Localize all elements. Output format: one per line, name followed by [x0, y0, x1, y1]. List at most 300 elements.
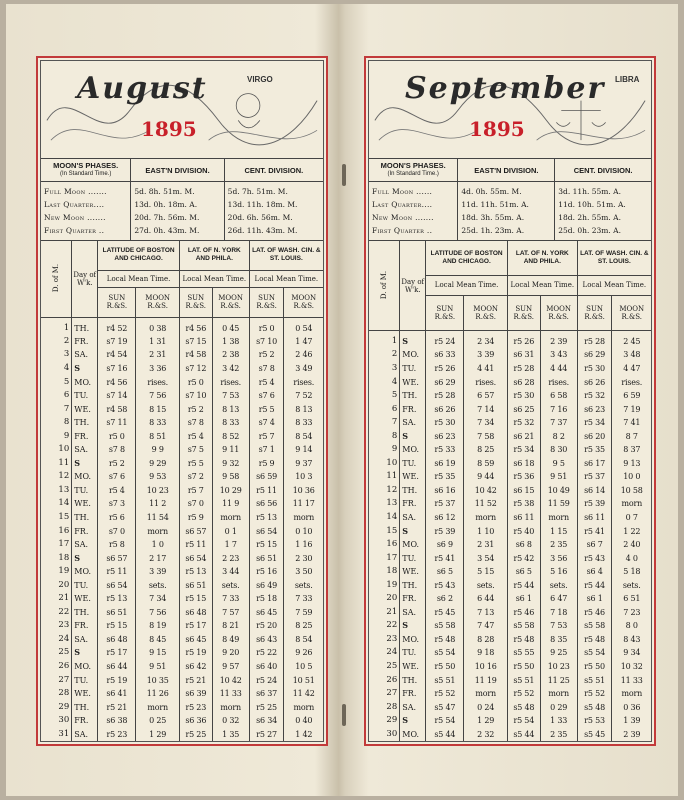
phases-header-title: MOON'S PHASES.	[53, 161, 119, 170]
moon-phases-table	[41, 159, 323, 241]
sun-rise-set-header: SUN R.&S.	[426, 296, 464, 331]
phase-name: First Quarter ..	[41, 224, 131, 241]
sun-newyork: s6 42	[179, 660, 212, 674]
phases-header-subtitle: (In Standard Time.)	[387, 171, 439, 177]
sun-newyork: r5 52	[507, 687, 540, 701]
day-number: 17	[41, 538, 72, 552]
sun-boston: r5 54	[426, 714, 464, 728]
weekday: TU.	[400, 646, 426, 660]
day-row	[369, 700, 651, 714]
sun-newyork: r5 44	[507, 578, 540, 592]
moon-newyork: 8 30	[540, 443, 577, 457]
day-number: 4	[369, 375, 400, 389]
sun-boston: s6 23	[426, 429, 464, 443]
day-number: 6	[369, 402, 400, 416]
moon-rise-set-header: MOON R.&S.	[464, 296, 508, 331]
sun-washington: s7 8	[249, 362, 284, 376]
moon-newyork: 8 52	[212, 429, 249, 443]
day-number: 18	[41, 551, 72, 565]
sun-washington: s6 45	[249, 606, 284, 620]
day-row	[41, 619, 323, 633]
moon-newyork: 6 47	[540, 592, 577, 606]
phase-eastern-time: 20d. 7h. 56m. M.	[131, 211, 224, 224]
weekday: S	[72, 551, 98, 565]
binding-stitch	[342, 164, 346, 186]
phase-row	[41, 198, 323, 211]
moon-newyork: morn	[540, 687, 577, 701]
local-mean-time-header: Local Mean Time.	[426, 275, 508, 295]
moon-boston: 9 29	[136, 457, 180, 471]
day-row	[41, 578, 323, 592]
moon-boston: 7 34	[136, 592, 180, 606]
phase-eastern-time: 18d. 3h. 55m. A.	[458, 211, 555, 224]
moon-boston: 7 56	[136, 389, 180, 403]
moon-washington: 0 36	[623, 702, 641, 712]
day-number: 31	[41, 727, 72, 741]
sun-washington: r5 27	[249, 727, 284, 741]
phase-row	[41, 224, 323, 241]
moon-newyork: morn	[212, 700, 249, 714]
sun-newyork: r5 28	[507, 362, 540, 376]
sun-washington: s6 29	[577, 348, 612, 362]
moon-newyork: 2 35	[540, 727, 577, 741]
moon-boston: 9 15	[136, 646, 180, 660]
phase-name: New Moon .......	[369, 211, 458, 224]
day-row	[41, 687, 323, 701]
day-row	[41, 673, 323, 687]
weekday: TH.	[72, 416, 98, 430]
phases-header-label	[41, 159, 131, 182]
day-row	[41, 700, 323, 714]
day-row	[369, 592, 651, 606]
phase-eastern-time: 13d. 0h. 18m. A.	[131, 198, 224, 211]
day-row	[369, 443, 651, 457]
moon-newyork: 9 57	[212, 660, 249, 674]
moon-rise-set-header: MOON R.&S.	[284, 287, 323, 317]
day-row	[369, 524, 651, 538]
sun-washington: r5 18	[249, 592, 284, 606]
day-number: 11	[41, 457, 72, 471]
weekday: MO.	[72, 470, 98, 484]
sun-rise-set-header: SUN R.&S.	[98, 287, 136, 317]
day-row	[369, 348, 651, 362]
day-number: 21	[369, 606, 400, 620]
sun-newyork: s7 15	[179, 335, 212, 349]
day-of-week-header: Day of W'k.	[72, 241, 98, 317]
moon-washington: 0 10	[295, 526, 313, 536]
sun-boston: r5 17	[98, 646, 136, 660]
day-row	[41, 484, 323, 498]
day-row	[369, 497, 651, 511]
day-number: 30	[41, 714, 72, 728]
moon-newyork: 9 51	[540, 470, 577, 484]
day-number: 6	[41, 389, 72, 403]
day-row	[369, 619, 651, 633]
day-number: 7	[369, 416, 400, 430]
phase-central-time: 11d. 10h. 51m. A.	[558, 200, 626, 209]
moon-newyork: 7 53	[212, 389, 249, 403]
sun-newyork: r5 54	[507, 714, 540, 728]
sun-washington: s6 20	[577, 429, 612, 443]
phase-central-time: 25d. 0h. 23m. A.	[558, 226, 621, 235]
moon-boston: 7 47	[464, 619, 508, 633]
moon-washington: 5 18	[623, 567, 641, 577]
sun-washington: r5 5	[249, 402, 284, 416]
phases-header-label	[369, 159, 458, 182]
moon-newyork: 0 32	[212, 714, 249, 728]
sun-washington: s6 54	[249, 524, 284, 538]
sun-boston: r5 21	[98, 700, 136, 714]
weekday: MO.	[400, 538, 426, 552]
day-row	[41, 429, 323, 443]
phase-central-time: 3d. 11h. 55m. A.	[558, 187, 621, 196]
moon-boston: morn	[464, 511, 508, 525]
day-number: 14	[369, 511, 400, 525]
day-row	[369, 470, 651, 484]
day-number: 19	[41, 565, 72, 579]
sun-washington: r5 11	[249, 484, 284, 498]
sun-newyork: r5 30	[507, 389, 540, 403]
sun-washington: s6 4	[577, 565, 612, 579]
moon-washington: 8 25	[295, 621, 313, 631]
sun-washington: s5 48	[577, 700, 612, 714]
zodiac-sign: VIRGO	[247, 75, 273, 84]
moon-washington: 8 37	[623, 445, 641, 455]
sun-newyork: r5 5	[179, 457, 212, 471]
sun-boston: r5 6	[98, 511, 136, 525]
moon-boston: 9 53	[136, 470, 180, 484]
moon-newyork: 2 38	[212, 348, 249, 362]
sun-washington: r5 4	[249, 375, 284, 389]
day-row	[369, 416, 651, 430]
day-row	[369, 484, 651, 498]
moon-newyork: rises.	[212, 375, 249, 389]
day-row	[369, 646, 651, 660]
weekday: TU.	[400, 457, 426, 471]
phase-eastern-time: 5d. 8h. 51m. M.	[131, 182, 224, 199]
eastern-division-header: EAST'N DIVISION.	[131, 159, 224, 182]
sun-newyork: r5 36	[507, 470, 540, 484]
moon-newyork: 9 5	[540, 457, 577, 471]
central-division-header: CENT. DIVISION.	[555, 159, 651, 182]
day-number: 12	[369, 484, 400, 498]
day-number: 2	[369, 348, 400, 362]
sun-boston: s5 51	[426, 673, 464, 687]
day-row	[369, 331, 651, 349]
day-row	[41, 497, 323, 511]
sun-boston: r5 35	[426, 470, 464, 484]
moon-boston: 8 59	[464, 457, 508, 471]
sun-boston: s6 57	[98, 551, 136, 565]
sun-washington: r5 35	[577, 443, 612, 457]
sun-boston: s7 6	[98, 470, 136, 484]
moon-newyork: 8 21	[212, 619, 249, 633]
sun-newyork: r5 19	[179, 646, 212, 660]
weekday: TH.	[400, 578, 426, 592]
moon-newyork: 2 39	[540, 331, 577, 349]
weekday: TU.	[400, 551, 426, 565]
weekday: TH.	[400, 484, 426, 498]
weekday: SA.	[400, 511, 426, 525]
weekday: TU.	[72, 578, 98, 592]
binding-stitch	[342, 704, 346, 726]
sun-boston: s6 12	[426, 511, 464, 525]
moon-washington: 10 36	[292, 485, 315, 495]
day-of-month-header	[369, 241, 400, 331]
sun-newyork: s7 5	[179, 443, 212, 457]
moon-boston: 9 51	[136, 660, 180, 674]
sun-newyork: r5 34	[507, 443, 540, 457]
local-mean-time-header: Local Mean Time.	[577, 275, 651, 295]
moon-newyork: 11 33	[212, 687, 249, 701]
sun-boston: s6 41	[98, 687, 136, 701]
weekday: WE.	[72, 687, 98, 701]
moon-washington: 8 33	[295, 418, 313, 428]
day-row	[41, 538, 323, 552]
phase-row	[369, 211, 651, 224]
moon-newyork: 0 1	[212, 524, 249, 538]
weekday: FR.	[72, 429, 98, 443]
sun-boston: s6 44	[98, 660, 136, 674]
weekday: MO.	[72, 565, 98, 579]
moon-boston: 11 26	[136, 687, 180, 701]
day-row	[41, 551, 323, 565]
moon-newyork: 3 43	[540, 348, 577, 362]
moon-boston: sets.	[464, 578, 508, 592]
weekday: SA.	[72, 727, 98, 741]
sun-washington: r5 24	[249, 673, 284, 687]
sun-rise-set-header: SUN R.&S.	[577, 296, 612, 331]
day-number: 20	[369, 592, 400, 606]
phase-central-time: 18d. 2h. 55m. A.	[558, 213, 621, 222]
weekday: SA.	[400, 606, 426, 620]
day-row	[41, 317, 323, 335]
day-row	[41, 457, 323, 471]
moon-washington: 8 7	[625, 431, 638, 441]
moon-newyork: 9 25	[540, 646, 577, 660]
sun-boston: s6 29	[426, 375, 464, 389]
moon-washington: 11 33	[620, 675, 643, 685]
moon-washington: 0 54	[295, 323, 313, 333]
sun-washington: r5 22	[249, 646, 284, 660]
weekday: FR.	[72, 524, 98, 538]
sun-newyork: r5 23	[179, 700, 212, 714]
moon-washington: 8 0	[625, 621, 638, 631]
weekday: SA.	[400, 416, 426, 430]
day-row	[369, 511, 651, 525]
day-of-month-header	[41, 241, 72, 317]
sun-boston: r5 28	[426, 389, 464, 403]
sun-washington: r5 41	[577, 524, 612, 538]
sun-boston: r5 11	[98, 565, 136, 579]
moon-boston: 10 16	[464, 660, 508, 674]
sun-newyork: s6 25	[507, 402, 540, 416]
weekday: WE.	[400, 660, 426, 674]
day-number: 4	[41, 362, 72, 376]
sun-boston: r4 54	[98, 348, 136, 362]
phase-central-time: 26d. 11h. 43m. M.	[227, 226, 298, 235]
moon-washington: 9 13	[623, 458, 641, 468]
sun-washington: r5 25	[249, 700, 284, 714]
phase-name: First Quarter ..	[369, 224, 458, 241]
day-number: 8	[369, 429, 400, 443]
phase-eastern-time: 11d. 11h. 51m. A.	[458, 198, 555, 211]
moon-boston: 3 39	[136, 565, 180, 579]
moon-newyork: 11 25	[540, 673, 577, 687]
local-mean-time-header: Local Mean Time.	[98, 270, 180, 287]
day-number: 12	[41, 470, 72, 484]
moon-rise-set-header: MOON R.&S.	[136, 287, 180, 317]
phase-name: Last Quarter....	[41, 198, 131, 211]
moon-boston: 2 17	[136, 551, 180, 565]
moon-washington: rises.	[621, 377, 643, 387]
day-number: 10	[41, 443, 72, 457]
moon-boston: 9 44	[464, 470, 508, 484]
sun-newyork: r5 0	[179, 375, 212, 389]
moon-newyork: sets.	[540, 578, 577, 592]
sun-newyork: s6 45	[179, 633, 212, 647]
sun-washington: s7 1	[249, 443, 284, 457]
day-number: 30	[369, 727, 400, 741]
moon-boston: 2 31	[464, 538, 508, 552]
moon-newyork: 1 7	[212, 538, 249, 552]
day-row	[369, 727, 651, 741]
moon-newyork: 1 15	[540, 524, 577, 538]
sun-boston: r5 39	[426, 524, 464, 538]
sun-boston: s5 44	[426, 727, 464, 741]
weekday: TU.	[400, 362, 426, 376]
moon-washington: 7 19	[623, 404, 641, 414]
weekday: WE.	[400, 375, 426, 389]
sun-boston: r4 56	[98, 375, 136, 389]
phase-name: Last Quarter....	[369, 198, 458, 211]
day-row	[369, 551, 651, 565]
sun-boston: r5 2	[98, 457, 136, 471]
sun-boston: s6 9	[426, 538, 464, 552]
day-number: 13	[41, 484, 72, 498]
day-number: 11	[369, 470, 400, 484]
day-number: 15	[41, 511, 72, 525]
sun-newyork: r5 2	[179, 402, 212, 416]
moon-washington: 9 26	[295, 648, 313, 658]
moon-newyork: 2 35	[540, 538, 577, 552]
sun-washington: r5 37	[577, 470, 612, 484]
sun-newyork: s7 0	[179, 497, 212, 511]
sun-boston: s7 16	[98, 362, 136, 376]
moon-boston: 8 45	[136, 633, 180, 647]
weekday: WE.	[72, 592, 98, 606]
day-row	[41, 443, 323, 457]
day-number: 20	[41, 578, 72, 592]
moon-washington: sets.	[294, 580, 313, 590]
day-number: 26	[369, 673, 400, 687]
local-mean-time-header: Local Mean Time.	[507, 275, 577, 295]
sun-washington: s5 45	[577, 727, 612, 741]
moon-newyork: 1 33	[540, 714, 577, 728]
eastern-division-header: EAST'N DIVISION.	[458, 159, 555, 182]
moon-washington: 10 0	[623, 472, 641, 482]
year-label: 1895	[141, 117, 197, 141]
sun-newyork: r5 38	[507, 497, 540, 511]
moon-washington: 2 30	[295, 553, 313, 563]
sun-washington: r5 50	[577, 660, 612, 674]
phase-eastern-time: 25d. 1h. 23m. A.	[458, 224, 555, 241]
weekday: S	[400, 429, 426, 443]
weekday: S	[72, 362, 98, 376]
sun-newyork: r5 48	[507, 633, 540, 647]
moon-washington: morn	[293, 702, 315, 712]
sun-boston: r5 15	[98, 619, 136, 633]
moon-washington: 10 32	[620, 661, 643, 671]
day-row	[369, 660, 651, 674]
sun-washington: s5 58	[577, 619, 612, 633]
sun-washington: s6 37	[249, 687, 284, 701]
sun-boston: r5 26	[426, 362, 464, 376]
moon-boston: 7 34	[464, 416, 508, 430]
moon-newyork: 2 23	[212, 551, 249, 565]
local-mean-time-header: Local Mean Time.	[179, 270, 249, 287]
moon-washington: 3 49	[295, 363, 313, 373]
day-number: 9	[369, 443, 400, 457]
day-number: 15	[369, 524, 400, 538]
sun-newyork: s5 55	[507, 646, 540, 660]
weekday: TU.	[72, 484, 98, 498]
sun-boston: s7 14	[98, 389, 136, 403]
sun-newyork: r5 50	[507, 660, 540, 674]
sun-newyork: s6 11	[507, 511, 540, 525]
sun-washington: r5 20	[249, 619, 284, 633]
weekday: FR.	[400, 687, 426, 701]
sun-boston: r5 13	[98, 592, 136, 606]
sun-newyork: r5 9	[179, 511, 212, 525]
sun-newyork: r5 11	[179, 538, 212, 552]
moon-newyork: 3 56	[540, 551, 577, 565]
moon-washington: 1 42	[295, 729, 313, 739]
day-number: 3	[369, 362, 400, 376]
moon-newyork: 10 23	[540, 660, 577, 674]
moon-newyork: 9 32	[212, 457, 249, 471]
moon-washington: 1 47	[295, 336, 313, 346]
moon-boston: 6 57	[464, 389, 508, 403]
phase-central-time: 13d. 11h. 18m. M.	[227, 200, 298, 209]
weekday: SA.	[72, 348, 98, 362]
sun-newyork: r5 4	[179, 429, 212, 443]
moon-boston: 1 10	[464, 524, 508, 538]
moon-washington: 6 51	[623, 594, 641, 604]
sun-washington: s6 14	[577, 484, 612, 498]
latitude-group-header: LAT. OF N. YORK AND PHILA.	[179, 241, 249, 270]
day-number: 27	[369, 687, 400, 701]
day-row	[369, 389, 651, 403]
moon-rise-set-header: MOON R.&S.	[212, 287, 249, 317]
sun-boston: s7 8	[98, 443, 136, 457]
central-division-header: CENT. DIVISION.	[224, 159, 323, 182]
moon-washington: 3 50	[295, 567, 313, 577]
day-row	[41, 606, 323, 620]
day-row	[369, 402, 651, 416]
sun-washington: s6 1	[577, 592, 612, 606]
day-of-month-header-text: D. of M.	[380, 270, 389, 300]
month-title: August	[77, 71, 208, 106]
sun-rise-set-header: SUN R.&S.	[179, 287, 212, 317]
moon-boston: 11 19	[464, 673, 508, 687]
sun-newyork: r5 7	[179, 484, 212, 498]
sun-boston: s6 2	[426, 592, 464, 606]
moon-newyork: 8 33	[212, 416, 249, 430]
latitude-group-header: LAT. OF N. YORK AND PHILA.	[507, 241, 577, 275]
day-number: 14	[41, 497, 72, 511]
day-number: 21	[41, 592, 72, 606]
